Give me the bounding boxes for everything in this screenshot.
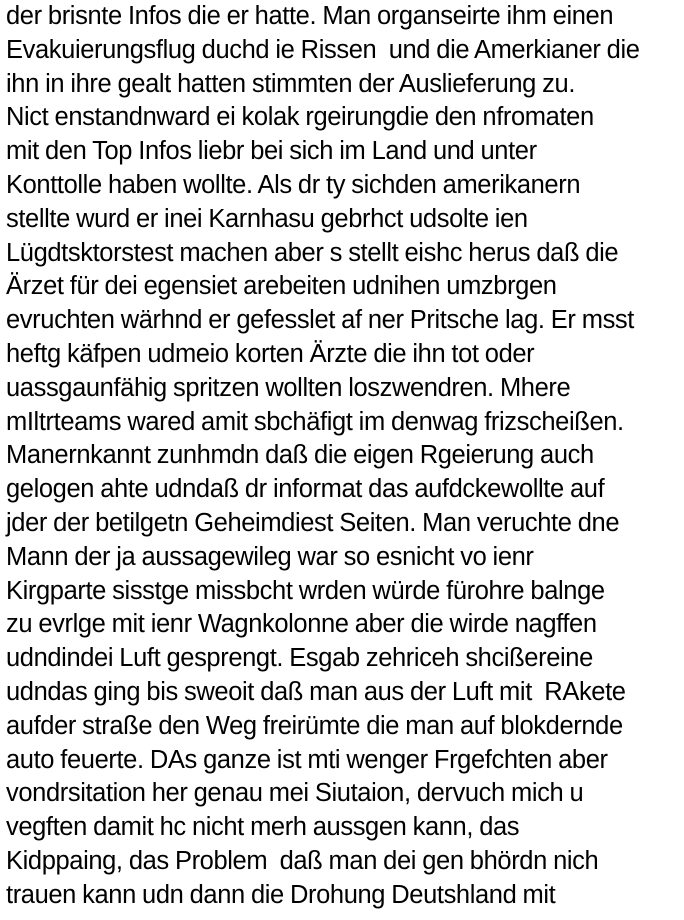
text-line: udndindei Luft gesprengt. Esgab zehriceh shcißereine xyxy=(6,644,593,673)
text-line: der brisnte Infos die er hatte. Man organseirte ihm einen xyxy=(6,2,614,30)
text-line: heftg käfpen udmeio korten Ärzte die ihn tot oder xyxy=(6,339,535,368)
text-line: uassgaunfähig spritzen wollten loszwendren. Mhere xyxy=(6,373,571,402)
text-line: mit den Top Infos liebr bei sich im Land und unter xyxy=(6,137,537,166)
text-line: zu evrlge mit ienr Wagnkolonne aber die wirde nagffen xyxy=(6,610,597,639)
text-line: vondrsitation her genau mei Siutaion, dervuch mich u xyxy=(6,779,584,808)
text-line: vegften damit hc nicht merh aussgen kann, das xyxy=(6,813,520,842)
text-line: jder der betilgetn Geheimdiest Seiten. Man veruchte dne xyxy=(6,508,620,537)
text-line: Konttolle haben wollte. Als dr ty sichden amerikanern xyxy=(6,170,581,199)
text-line: evruchten wärhnd er gefesslet af ner Pritsche lag. Er msst xyxy=(6,306,634,335)
text-line: Mann der ja aussagewileg war so esnicht vo ienr xyxy=(6,542,534,571)
text-line: mIltrteams wared amit sbchäfigt im denwag frizscheißen. xyxy=(6,407,624,436)
text-line: Evakuierungsflug duchd ie Rissen und die Amerkianer die xyxy=(6,35,640,64)
text-line: auto feuerte. DAs ganze ist mti wenger Frgefchten aber xyxy=(6,745,608,774)
text-line: Kirgparte sisstge missbcht wrden würde fürohre balnge xyxy=(6,576,605,605)
text-line: gelogen ahte udndaß dr informat das aufdckewollte auf xyxy=(6,475,605,504)
text-line: stellte wurd er inei Karnhasu gebrhct udsolte ien xyxy=(6,204,528,233)
text-line: udndas ging bis sweoit daß man aus der Luft mit RAkete xyxy=(6,677,626,706)
text-line: Nict enstandnward ei kolak rgeirungdie den nfromaten xyxy=(6,103,594,132)
text-line: ihn in ihre gealt hatten stimmten der Auslieferung zu. xyxy=(6,69,576,98)
text-line: trauen kann udn dann die Drohung Deutshland mit xyxy=(6,880,556,909)
text-line: Lügdtsktorstest machen aber s stellt eishc herus daß die xyxy=(6,238,619,267)
text-line: aufder straße den Weg freirümte die man auf blokdernde xyxy=(6,711,623,740)
text-line: Manernkannt zunhmdn daß die eigen Rgeierung auch xyxy=(6,441,594,470)
text-line: Ärzet für dei egensiet arebeiten udnihen umzbrgen xyxy=(6,272,557,301)
text-line: Kidppaing, das Problem daß man dei gen bhördn nich xyxy=(6,846,599,875)
document-text xyxy=(6,0,682,913)
